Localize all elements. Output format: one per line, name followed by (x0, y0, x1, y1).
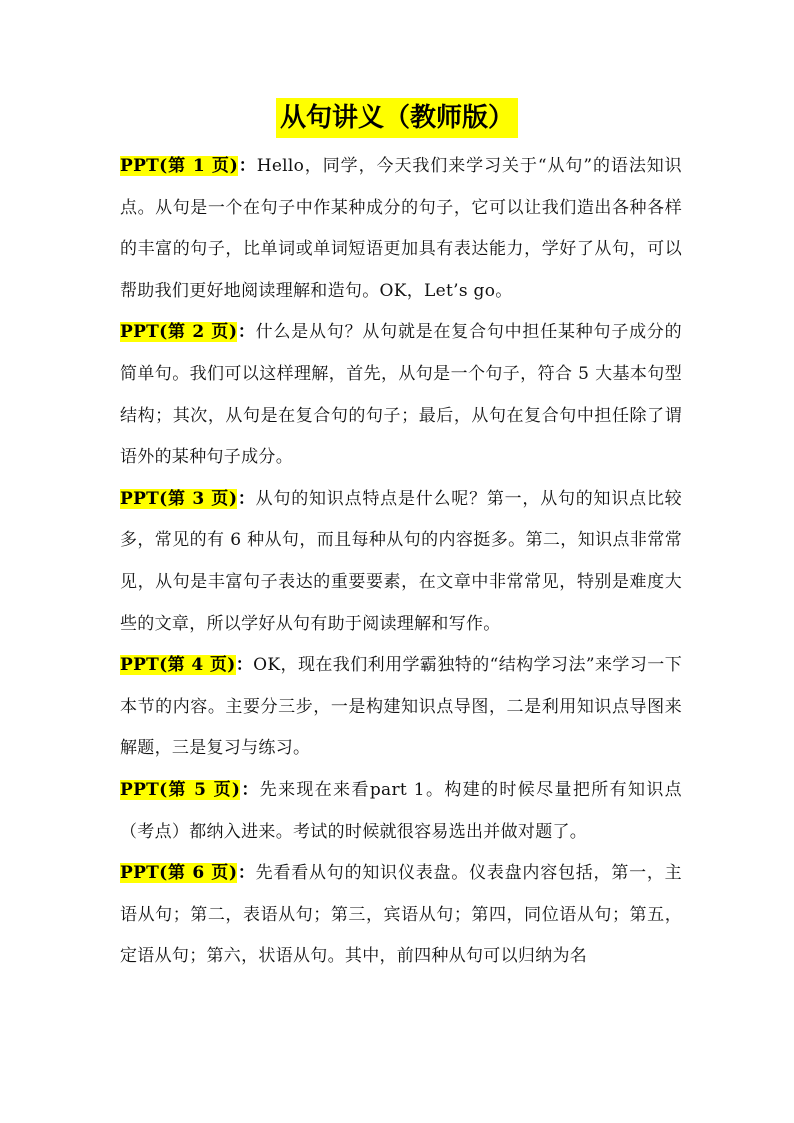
ppt-label: PPT(第 3 页) (120, 488, 238, 509)
paragraph-ppt-5 (120, 770, 682, 853)
paragraph-text: 从句的知识点特点是什么呢？第一，从句的知识点比较多，常见的有 6 种从句，而且每种从句的内容挺多。第二，知识点非常常见，从句是丰富句子表达的重要要素，在文章中非常常见，特别是难度大些的文章，所以学好从句有助于阅读理解和写作。 (120, 488, 682, 634)
ppt-label: PPT(第 2 页) (120, 322, 238, 343)
ppt-label: PPT(第 6 页) (120, 863, 238, 884)
ppt-label: PPT(第 5 页) (120, 779, 241, 800)
label-separator: ： (238, 156, 257, 176)
paragraph-ppt-3 (120, 479, 682, 645)
ppt-label: PPT(第 1 页) (120, 156, 239, 176)
label-separator: ： (235, 655, 254, 676)
paragraph-text: 先来现在来看part 1。构建的时候尽量把所有知识点（考点）都纳入进来。考试的时候就很容易选出并做对题了。 (120, 779, 682, 842)
paragraph-text: 先看看从句的知识仪表盘。仪表盘内容包括，第一，主语从句；第二，表语从句；第三，宾语从句；第四，同位语从句；第五，定语从句；第六，状语从句。其中，前四种从句可以归纳为名 (120, 863, 682, 967)
paragraph-ppt-6 (120, 853, 682, 978)
paragraph-text: OK，现在我们利用学霸独特的“结构学习法”来学习一下本节的内容。主要分三步，一是构建知识点导图，二是利用知识点导图来解题，三是复习与练习。 (120, 655, 682, 759)
title-block (0, 98, 794, 138)
page-title: 从句讲义（教师版） (276, 98, 518, 138)
paragraph-text: 什么是从句？从句就是在复合句中担任某种句子成分的简单句。我们可以这样理解，首先，从句是一个句子，符合 5 大基本句型结构；其次，从句是在复合句的句子；最后，从句在复合句中担任除了谓语外的某种句子成分。 (120, 322, 682, 468)
label-separator: ： (237, 322, 256, 343)
ppt-label: PPT(第 4 页) (120, 655, 236, 676)
paragraph-ppt-2 (120, 312, 682, 478)
paragraph-ppt-4 (120, 645, 682, 770)
paragraph-text: Hello，同学，今天我们来学习关于“从句”的语法知识点。从句是一个在句子中作某种成分的句子，它可以让我们造出各种各样的丰富的句子，比单词或单词短语更加具有表达能力，学好了从句，可以帮助我们更好地阅读理解和造句。OK，Let’s go。 (120, 156, 682, 301)
document-body (120, 146, 682, 978)
label-separator: ： (237, 863, 256, 884)
label-separator: ： (237, 488, 256, 509)
paragraph-ppt-1 (120, 146, 682, 312)
label-separator: ： (240, 779, 260, 800)
